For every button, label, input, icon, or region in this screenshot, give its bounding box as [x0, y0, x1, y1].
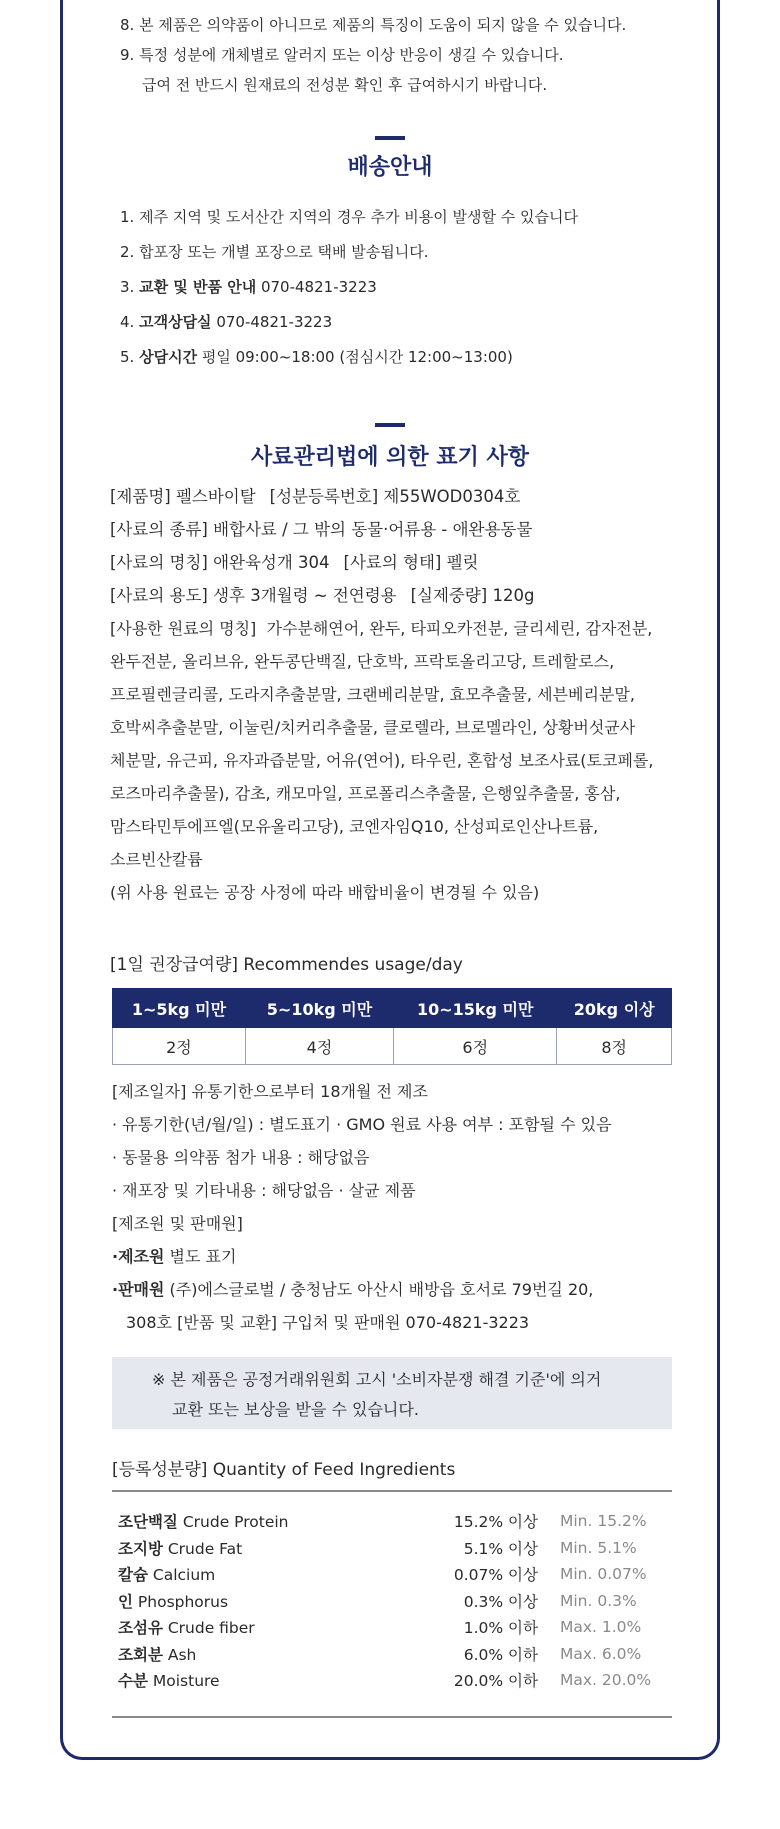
divider	[112, 1490, 672, 1492]
table-row: 수분 Moisture 20.0% 이하 Max. 20.0%	[118, 1671, 652, 1691]
table-row: 조단백질 Crude Protein 15.2% 이상 Min. 15.2%	[118, 1512, 647, 1532]
dispute-notice: ※ 본 제품은 공정거래위원회 고시 '소비자분쟁 해결 기준'에 의거 교환 또는 보상을 받을 수 있습니다.	[112, 1357, 672, 1429]
feed-label-info	[110, 480, 700, 909]
table-row: 조섬유 Crude fiber 1.0% 이하 Max. 1.0%	[118, 1618, 642, 1638]
section-divider-dash	[375, 423, 405, 427]
manufacture-line: · 유통기한(년/월/일) : 별도표기 · GMO 원료 사용 여부 : 포함될 수 있음	[112, 1115, 612, 1134]
precaution-item-8: 8. 본 제품은 의약품이 아니므로 제품의 특징이 도움이 되지 않을 수 있습니다.	[120, 16, 627, 34]
table-row: 칼슘 Calcium 0.07% 이상 Min. 0.07%	[118, 1565, 647, 1585]
shipping-item: 3. 교환 및 반품 안내 070-4821-3223	[120, 278, 377, 296]
maker-title: [제조원 및 판매원]	[112, 1214, 243, 1233]
ingredients-note: (위 사용 원료는 공장 사정에 따라 배합비율이 변경될 수 있음)	[110, 883, 540, 902]
usage-value: 6정	[394, 1028, 557, 1065]
label-row-product: [제품명] 펠스바이탈 [성분등록번호] 제55WOD0304호	[110, 487, 521, 506]
table-row: 인 Phosphorus 0.3% 이상 Min. 0.3%	[118, 1591, 637, 1611]
label-ingredients: [사용한 원료의 명칭] 가수분해연어, 완두, 타피오카전분, 글리세린, 감자전분, 완두전분, 올리브유, 완두콩단백질, 단호박, 프락토올리고당, 트레할로스, 프로필렌글리콜, 도라지추출분말, 크랜베리분말, 효모추출물, 세븐베리분말, 호박씨추출분말, 이눌린/치커리추출물, 클로렐라, 브로멜라인, 상황버섯균사 체분말, 유근피, 유자과즙분말, 어유(연어), 타우린, 혼합성 보조사료(토코페롤, 로즈마리추출물), 감초, 캐모마일, 프로폴리스추출물, 은행잎추출물, 홍삼, 맘스타민투에프엘(모유올리고당), 코엔자임Q10, 산성피로인산나트륨, 소르빈산칼륨 (위 사용 원료는 공장 사정에 따라 배합비율이 변경될 수 있음)	[110, 612, 700, 909]
usage-header: 5~10kg 미만	[245, 989, 393, 1028]
shipping-item: 4. 고객상담실 070-4821-3223	[120, 313, 333, 331]
divider	[112, 1716, 672, 1718]
manufacture-line: · 재포장 및 기타내용 : 해당없음 · 살균 제품	[112, 1181, 416, 1200]
usage-header-row	[113, 989, 672, 1028]
usage-table	[112, 988, 672, 1065]
shipping-item: 5. 상담시간 평일 09:00~18:00 (점심시간 12:00~13:00)	[120, 348, 513, 366]
quantity-title: [등록성분량] Quantity of Feed Ingredients	[112, 1460, 456, 1480]
usage-title: [1일 권장급여량] Recommendes usage/day	[110, 955, 463, 975]
usage-header: 10~15kg 미만	[394, 989, 557, 1028]
manufacture-info	[112, 1075, 702, 1339]
quantity-table	[118, 1508, 668, 1694]
precaution-item-9: 9. 특정 성분에 개체별로 알러지 또는 이상 반응이 생길 수 있습니다.	[120, 46, 564, 64]
shipping-title: 배송안내	[347, 155, 433, 180]
manufacture-date: [제조일자] 유통기한으로부터 18개월 전 제조	[112, 1082, 428, 1101]
seller-line: ·판매원 (주)에스글로벌 / 충청남도 아산시 배방읍 호서로 79번길 20,	[112, 1280, 594, 1299]
usage-value: 4정	[245, 1028, 393, 1065]
shipping-item: 2. 합포장 또는 개별 포장으로 택배 발송됩니다.	[120, 243, 429, 261]
usage-value-row	[113, 1028, 672, 1065]
section-divider-dash	[375, 136, 405, 140]
usage-value: 8정	[557, 1028, 672, 1065]
shipping-item: 1. 제주 지역 및 도서산간 지역의 경우 추가 비용이 발생할 수 있습니다	[120, 208, 579, 226]
usage-value: 2정	[113, 1028, 246, 1065]
table-row: 조지방 Crude Fat 5.1% 이상 Min. 5.1%	[118, 1538, 637, 1558]
precaution-item-9-cont: 급여 전 반드시 원재료의 전성분 확인 후 급여하시기 바랍니다.	[142, 76, 548, 94]
precaution-list	[120, 10, 680, 100]
label-row-type: [사료의 종류] 배합사료 / 그 밖의 동물·어류용 - 애완용동물	[110, 520, 533, 539]
usage-header: 1~5kg 미만	[113, 989, 246, 1028]
shipping-list	[120, 200, 680, 375]
manufacture-line: · 동물용 의약품 첨가 내용 : 해당없음	[112, 1148, 370, 1167]
maker-line: ·제조원 별도 표기	[112, 1247, 237, 1266]
table-row: 조회분 Ash 6.0% 이하 Max. 6.0%	[118, 1644, 642, 1664]
label-row-designation: [사료의 명칭] 애완육성개 304 [사료의 형태] 펠릿	[110, 553, 479, 572]
seller-line-cont: 308호 [반품 및 교환] 구입처 및 판매원 070-4821-3223	[126, 1313, 530, 1332]
usage-header: 20kg 이상	[557, 989, 672, 1028]
label-row-use: [사료의 용도] 생후 3개월령 ~ 전연령용 [실제중량] 120g	[110, 586, 535, 605]
label-title: 사료관리법에 의한 표기 사항	[250, 445, 529, 470]
